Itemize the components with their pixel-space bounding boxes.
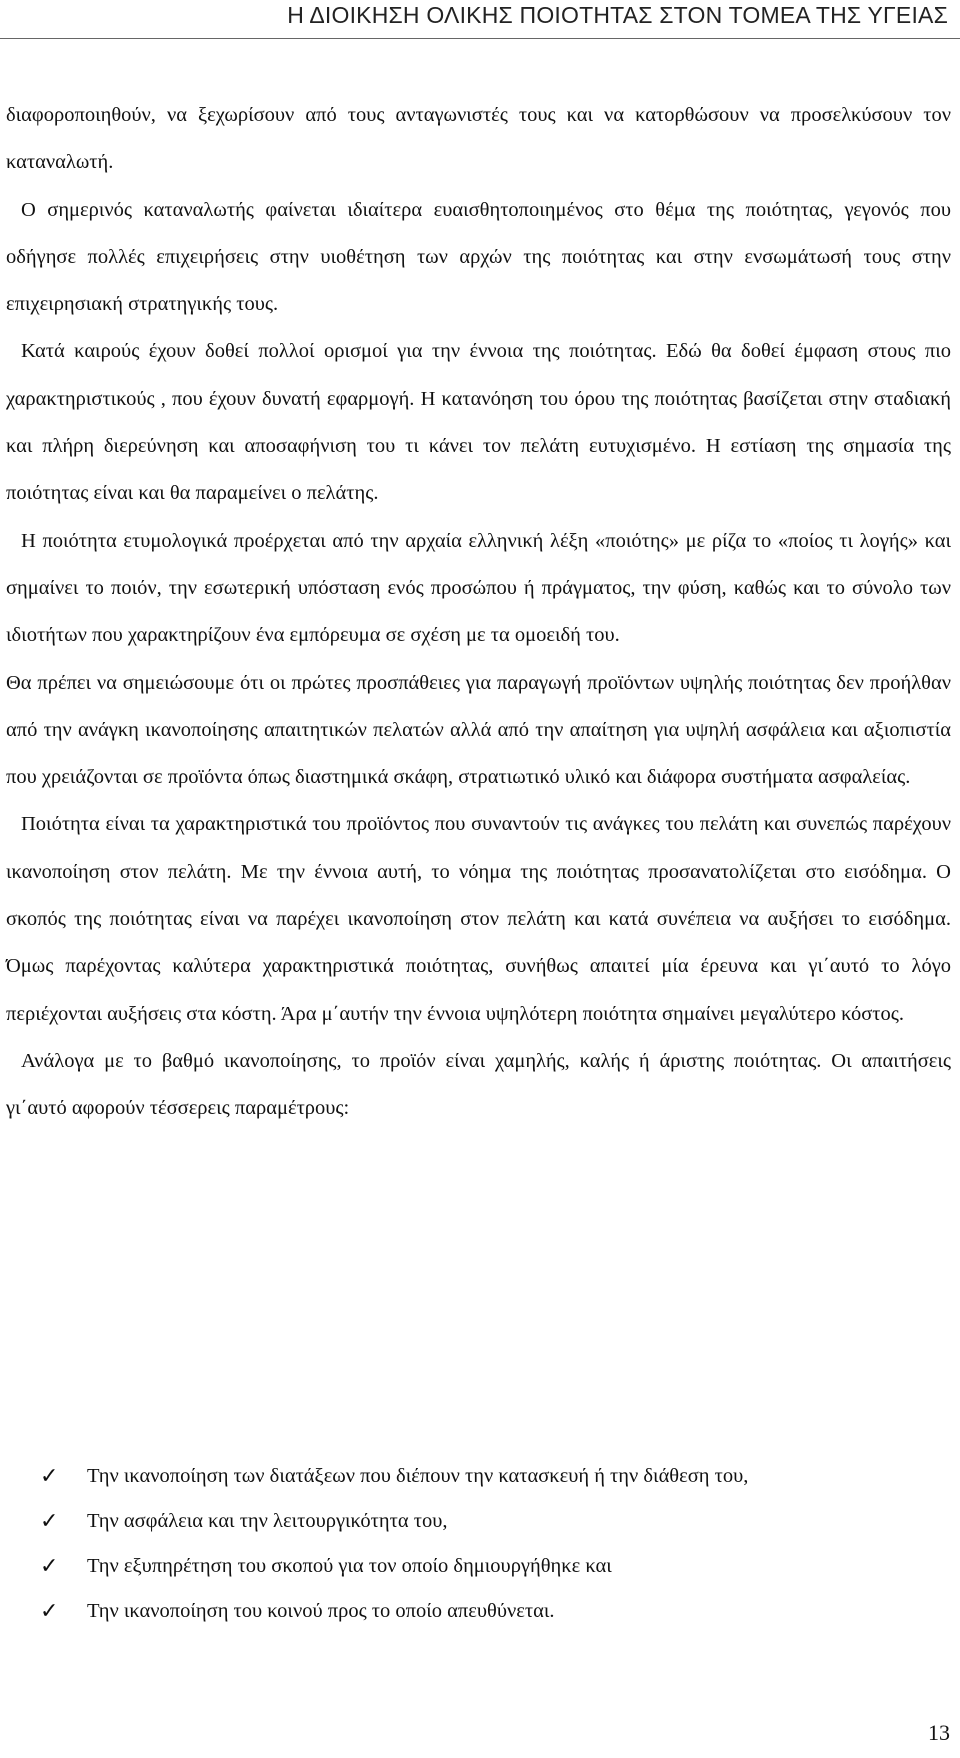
checkmark-icon: ✓	[40, 1599, 59, 1624]
paragraph: διαφοροποιηθούν, να ξεχωρίσουν από τους ανταγωνιστές τους και να κατορθώσουν να προσελκύσουν τον καταναλωτή.	[6, 104, 951, 174]
page-number: 13	[928, 1720, 950, 1745]
paragraph: Ο σημερινός καταναλωτής φαίνεται ιδιαίτερα ευαισθητοποιημένος στο θέμα της ποιότητας, γεγονός που οδήγησε πολλές επιχειρήσεις στην υιοθέτηση των αρχών της ποιότητας και στην ενσωμάτωσή τους στην επιχειρησιακή στρατηγικής τους.	[6, 198, 951, 316]
checkmark-icon: ✓	[40, 1509, 59, 1534]
checkmark-icon: ✓	[40, 1554, 59, 1579]
checklist-item-text: Την ικανοποίηση του κοινού προς το οποίο απευθύνεται.	[87, 1600, 555, 1622]
header-title: Η ΔΙΟΙΚΗΣΗ ΟΛΙΚΗΣ ΠΟΙΟΤΗΤΑΣ ΣΤΟΝ ΤΟΜΕΑ ΤΗΣ ΥΓΕΙΑΣ	[287, 2, 948, 28]
checklist-item-text: Την ασφάλεια και την λειτουργικότητα του,	[87, 1510, 448, 1532]
checklist-item	[0, 1544, 945, 1589]
header-rule	[0, 38, 960, 39]
paragraph: Κατά καιρούς έχουν δοθεί πολλοί ορισμοί για την έννοια της ποιότητας. Εδώ θα δοθεί έμφαση στους πιο χαρακτηριστικούς , που έχουν δυνατή εφαρμογή. Η κατανόηση του όρου της ποιότητας βασίζεται στην σταδιακή και πλήρη διερεύνηση και αποσαφήνιση του τι κάνει τον πελάτη ευτυχισμένο. Η εστίαση της σημασία της ποιότητας είναι και θα παραμείνει ο πελάτης.	[6, 340, 951, 505]
checkmark-icon: ✓	[40, 1464, 59, 1489]
checklist-item-text: Την εξυπηρέτηση του σκοπού για τον οποίο δημιουργήθηκε και	[87, 1555, 612, 1577]
paragraph: Θα πρέπει να σημειώσουμε ότι οι πρώτες προσπάθειες για παραγωγή προϊόντων υψηλής ποιότητας δεν προήλθαν από την ανάγκη ικανοποίησης απαιτητικών πελατών αλλά από την απαίτηση για υψηλή ασφάλεια και αξιοπιστία που χρειάζονται σε προϊόντα όπως διαστημικά σκάφη, στρατιωτικό υλικό και διάφορα συστήματα ασφαλείας.	[6, 671, 951, 789]
requirements-checklist	[0, 1454, 945, 1634]
checklist-item-text: Την ικανοποίηση των διατάξεων που διέπουν την κατασκευή ή την διάθεση του,	[87, 1465, 749, 1487]
checklist-item	[0, 1454, 945, 1499]
running-header	[0, 0, 960, 36]
paragraph: Ποιότητα είναι τα χαρακτηριστικά του προϊόντος που συναντούν τις ανάγκες του πελάτη και συνεπώς παρέχουν ικανοποίηση στον πελάτη. Με την έννοια αυτή, το νόημα της ποιότητας προσανατολίζεται στο εισόδημα. Ο σκοπός της ποιότητας είναι να παρέχει ικανοποίηση στον πελάτη και κατά συνέπεια να αυξήσει το εισόδημα. Όμως παρέχοντας καλύτερα χαρακτηριστικά ποιότητας, συνήθως απαιτεί μία έρευνα και γι΄αυτό το λόγο περιέχονται αυξήσεις στα κόστη. Άρα μ΄αυτήν την έννοια υψηλότερη ποιότητα σημαίνει μεγαλύτερο κόστος.	[6, 813, 951, 1025]
checklist-item	[0, 1499, 945, 1544]
checklist-item	[0, 1589, 945, 1634]
paragraph: Η ποιότητα ετυμολογικά προέρχεται από την αρχαία ελληνική λέξη «ποιότης» με ρίζα το «ποίος τι λογής» και σημαίνει το ποιόν, την εσωτερική υπόσταση ενός προσώπου ή πράγματος, την φύση, καθώς και το σύνολο των ιδιοτήτων που χαρακτηρίζουν ένα εμπόρευμα σε σχέση με τα ομοειδή του.	[6, 529, 951, 647]
paragraph: Ανάλογα με το βαθμό ικανοποίησης, το προϊόν είναι χαμηλής, καλής ή άριστης ποιότητας. Οι απαιτήσεις γι΄αυτό αφορούν τέσσερεις παραμέτρους:	[6, 1049, 951, 1120]
document-body	[6, 92, 951, 1133]
